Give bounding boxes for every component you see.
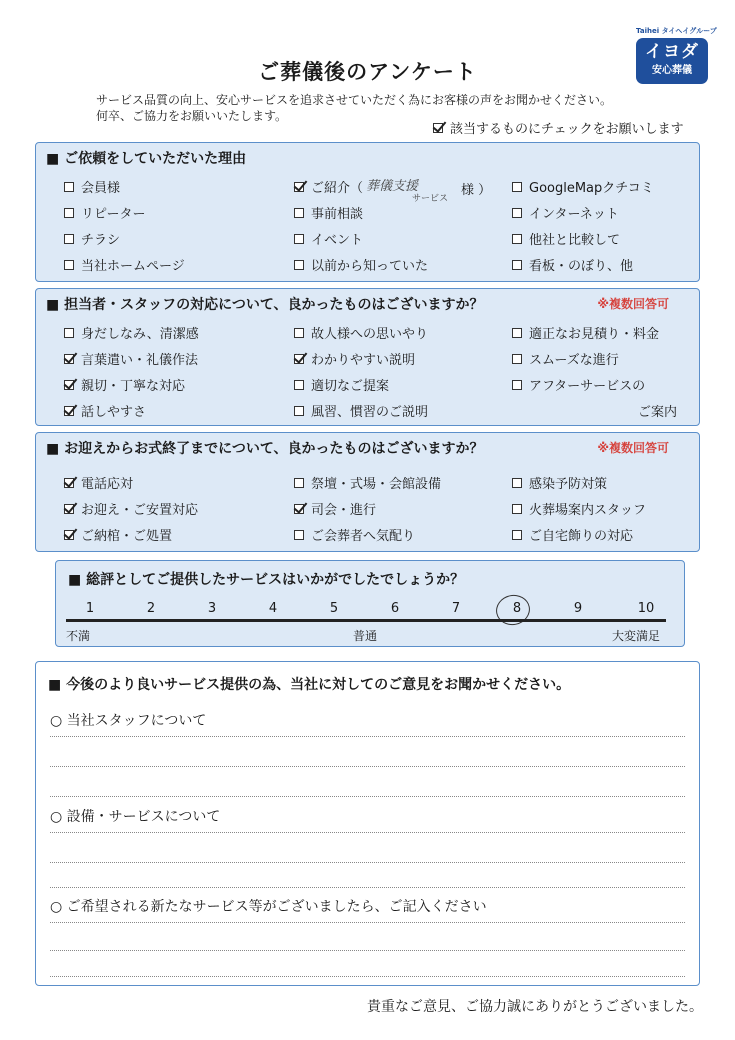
checked-checkbox-icon — [433, 123, 443, 133]
score-number[interactable]: 5 — [329, 601, 339, 616]
checkbox-icon[interactable] — [512, 380, 522, 390]
checkbox-icon[interactable] — [64, 328, 74, 338]
reason-option[interactable] — [294, 255, 428, 274]
checkbox-icon[interactable] — [64, 260, 74, 270]
score-number[interactable]: 6 — [390, 601, 400, 616]
score-number[interactable]: 10 — [637, 601, 655, 616]
logo-line1: イヨダ — [645, 42, 699, 62]
checkbox-icon[interactable] — [512, 182, 522, 192]
service-option[interactable] — [512, 473, 607, 492]
staff-option[interactable] — [294, 375, 389, 394]
checkbox-icon[interactable] — [512, 208, 522, 218]
option-label: お迎え・ご安置対応 — [81, 503, 199, 518]
staff-option[interactable] — [64, 323, 199, 342]
reason-option[interactable] — [512, 177, 654, 196]
question-facility: ○ 設備・サービスについて — [50, 809, 221, 825]
option-label: 言葉遣い・礼儀作法 — [81, 353, 199, 368]
score-high-label: 大変満足 — [612, 629, 661, 643]
option-label: 他社と比較して — [529, 233, 621, 248]
reason-section — [35, 142, 700, 282]
staff-option[interactable] — [64, 375, 185, 394]
checkbox-icon[interactable] — [512, 504, 522, 514]
option-label: 祭壇・式場・会館設備 — [311, 477, 442, 492]
score-number[interactable]: 7 — [451, 601, 461, 616]
answer-line[interactable] — [50, 887, 685, 888]
checkbox-icon[interactable] — [64, 182, 74, 192]
service-section — [35, 432, 700, 552]
multi-answer-note: ※複数回答可 — [597, 441, 669, 455]
option-label: スムーズな進行 — [529, 353, 619, 368]
staff-option[interactable] — [64, 401, 146, 420]
staff-option[interactable] — [294, 401, 428, 420]
staff-option[interactable] — [64, 349, 198, 368]
option-label: ご会葬者へ気配り — [311, 529, 416, 544]
option-label: 親切・丁寧な対応 — [81, 379, 186, 394]
reason-option[interactable] — [512, 203, 619, 222]
answer-line[interactable] — [50, 862, 685, 863]
option-label: 看板・のぼり、他 — [529, 259, 634, 274]
answer-line[interactable] — [50, 950, 685, 951]
service-option[interactable] — [294, 473, 441, 492]
checkbox-icon[interactable] — [512, 530, 522, 540]
service-option[interactable] — [294, 525, 415, 544]
reason-option[interactable] — [512, 255, 633, 274]
checkbox-icon[interactable] — [64, 208, 74, 218]
answer-line[interactable] — [50, 736, 685, 737]
handwritten-referral-sub: サービス — [412, 194, 449, 204]
referral-close: 様 ） — [461, 183, 492, 198]
reason-option[interactable] — [294, 203, 363, 222]
checked-checkbox-icon[interactable] — [64, 354, 74, 364]
option-label: わかりやすい説明 — [311, 353, 416, 368]
question-staff: ○ 当社スタッフについて — [50, 713, 207, 729]
checked-checkbox-icon[interactable] — [64, 504, 74, 514]
staff-option[interactable] — [512, 375, 645, 394]
thanks-message: 貴重なご意見、ご協力誠にありがとうございました。 — [367, 999, 703, 1015]
option-label: 風習、慣習のご説明 — [311, 405, 429, 420]
option-label: ご納棺・ご処置 — [81, 529, 173, 544]
checkbox-icon[interactable] — [512, 354, 522, 364]
handwritten-circle — [493, 592, 532, 628]
opinion-title: ■ 今後のより良いサービス提供の為、当社に対してのご意見をお聞かせください。 — [48, 677, 571, 693]
reason-title: ■ ご依頼をしていただいた理由 — [46, 151, 247, 167]
page-title: ご葬儀後のアンケート — [258, 60, 477, 84]
score-mid-label: 普通 — [353, 629, 378, 643]
staff-option[interactable] — [294, 349, 415, 368]
score-low-label: 不満 — [66, 629, 91, 643]
score-number[interactable]: 4 — [268, 601, 278, 616]
reason-option[interactable] — [294, 229, 363, 248]
option-label: GoogleMapクチコミ — [529, 181, 654, 196]
checkbox-icon[interactable] — [64, 234, 74, 244]
service-title: ■ お迎えからお式終了までについて、良かったものはございますか？ — [46, 441, 484, 457]
option-continuation: ご案内 — [638, 405, 678, 420]
checked-checkbox-icon[interactable] — [294, 354, 304, 364]
option-label: 火葬場案内スタッフ — [529, 503, 647, 518]
opinion-section — [35, 661, 700, 986]
answer-line[interactable] — [50, 922, 685, 923]
option-label: 適切なご提案 — [311, 379, 390, 394]
checkbox-icon[interactable] — [294, 328, 304, 338]
option-label: チラシ — [81, 233, 121, 248]
option-label: 以前から知っていた — [311, 259, 429, 274]
option-label: 適正なお見積り・料金 — [529, 327, 660, 342]
reason-option-referral[interactable] — [294, 177, 363, 196]
handwritten-referral: 葬儀支援 — [366, 179, 419, 194]
checkbox-icon[interactable] — [512, 260, 522, 270]
intro-line: 何卒、ご協力をお願いいたします。 — [96, 109, 288, 123]
answer-line[interactable] — [50, 976, 685, 977]
group-logo-text: Taihei タイヘイグループ — [636, 27, 717, 35]
reason-option[interactable] — [512, 229, 620, 248]
checked-checkbox-icon[interactable] — [64, 530, 74, 540]
check-instruction — [433, 118, 684, 137]
option-label: 当社ホームページ — [81, 259, 185, 274]
checkbox-icon[interactable] — [294, 478, 304, 488]
checked-checkbox-icon[interactable] — [64, 380, 74, 390]
option-label: インターネット — [529, 207, 619, 222]
service-option[interactable] — [64, 473, 133, 492]
staff-title: ■ 担当者・スタッフの対応について、良かったものはございますか？ — [46, 297, 484, 313]
checkbox-icon[interactable] — [512, 328, 522, 338]
service-option[interactable] — [512, 499, 646, 518]
score-number[interactable]: 9 — [573, 601, 583, 616]
option-label: ご自宅飾りの対応 — [529, 529, 634, 544]
checkbox-icon[interactable] — [294, 380, 304, 390]
score-number[interactable]: 2 — [146, 601, 156, 616]
option-label: 感染予防対策 — [529, 477, 608, 492]
answer-line[interactable] — [50, 832, 685, 833]
score-title: ■ 総評としてご提供したサービスはいかがでしたでしょうか？ — [68, 572, 465, 588]
checkbox-icon[interactable] — [294, 260, 304, 270]
service-option[interactable] — [64, 525, 172, 544]
staff-option[interactable] — [512, 323, 659, 342]
checked-checkbox-icon[interactable] — [64, 478, 74, 488]
checked-checkbox-icon[interactable] — [64, 406, 74, 416]
multi-answer-note: ※複数回答可 — [597, 297, 669, 311]
reason-option[interactable] — [64, 203, 145, 222]
checkbox-icon[interactable] — [294, 208, 304, 218]
score-number[interactable]: 1 — [85, 601, 95, 616]
checked-checkbox-icon[interactable] — [294, 182, 304, 192]
question-new-service: ○ ご希望される新たなサービス等がございましたら、ご記入ください — [50, 899, 487, 915]
option-label: 事前相談 — [311, 207, 364, 222]
option-label: 会員様 — [81, 181, 121, 196]
score-number-selected[interactable]: 8 — [512, 601, 522, 616]
check-instruction-label: 該当するものにチェックをお願いします — [450, 122, 684, 137]
staff-section — [35, 288, 700, 426]
option-label: 故人様への思いやり — [311, 327, 429, 342]
option-label: 電話応対 — [81, 477, 134, 492]
checkbox-icon[interactable] — [512, 234, 522, 244]
service-option[interactable] — [512, 525, 633, 544]
staff-option[interactable] — [512, 349, 619, 368]
score-section — [55, 560, 685, 647]
intro-line: サービス品質の向上、安心サービスを追求させていただく為にお客様の声をお聞かせください。 — [96, 93, 613, 107]
score-scale-line — [66, 619, 666, 622]
answer-line[interactable] — [50, 766, 685, 767]
logo-line2: 安心葬儀 — [652, 65, 692, 76]
score-number[interactable]: 3 — [207, 601, 217, 616]
reason-option[interactable] — [64, 255, 185, 274]
service-option[interactable] — [64, 499, 198, 518]
option-label: ご紹介（ — [311, 181, 364, 196]
checkbox-icon[interactable] — [294, 234, 304, 244]
checkbox-icon[interactable] — [294, 530, 304, 540]
staff-option[interactable] — [294, 323, 428, 342]
option-label: リピーター — [81, 207, 146, 222]
option-label: 司会・進行 — [311, 503, 377, 518]
reason-option[interactable] — [64, 177, 120, 196]
reason-option[interactable] — [64, 229, 120, 248]
option-label: アフターサービスの — [529, 379, 646, 394]
checked-checkbox-icon[interactable] — [294, 504, 304, 514]
service-option[interactable] — [294, 499, 376, 518]
answer-line[interactable] — [50, 796, 685, 797]
option-label: 話しやすさ — [81, 405, 147, 420]
option-label: 身だしなみ、清潔感 — [81, 327, 199, 342]
checkbox-icon[interactable] — [294, 406, 304, 416]
checkbox-icon[interactable] — [512, 478, 522, 488]
option-label: イベント — [311, 233, 364, 248]
